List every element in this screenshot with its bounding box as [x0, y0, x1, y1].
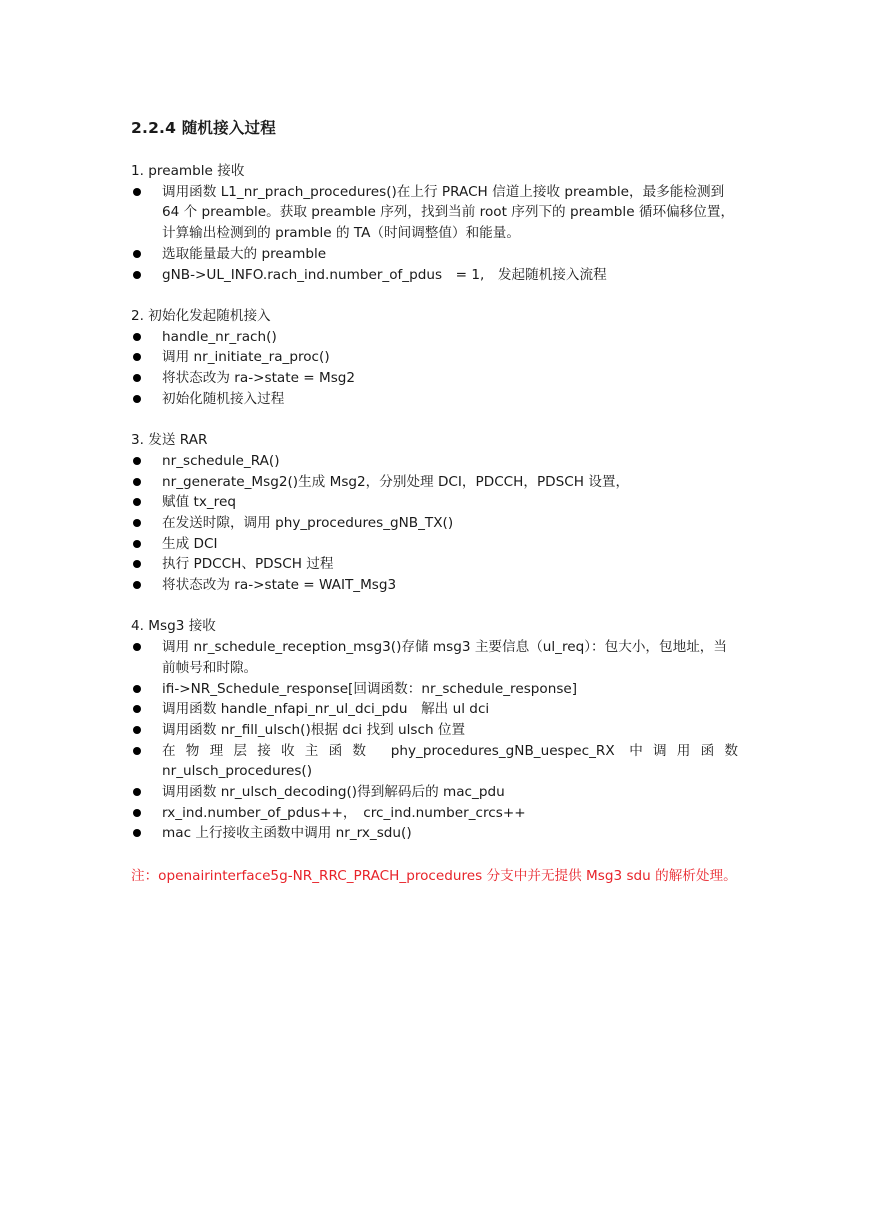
- list-item-text: 生成 DCI: [162, 535, 218, 552]
- list-item: [131, 679, 738, 700]
- bullet-icon: [133, 809, 141, 817]
- section-heading: 2.2.4 随机接入过程: [131, 119, 276, 137]
- list-item: [131, 782, 738, 803]
- section-title: 3. 发送 RAR: [131, 432, 208, 449]
- bullet-icon: [133, 250, 141, 258]
- bullet-list: [131, 637, 738, 844]
- bullet-icon: [133, 271, 141, 279]
- list-item: [131, 492, 738, 513]
- list-item: [131, 720, 738, 741]
- bullet-icon: [133, 643, 141, 651]
- bullet-icon: [133, 540, 141, 548]
- bullet-icon: [133, 457, 141, 465]
- list-item: [131, 472, 738, 493]
- list-item-text: nr_schedule_RA(): [162, 452, 280, 469]
- list-item-text: 调用函数 L1_nr_prach_procedures()在上行 PRACH 信道上接收 preamble，最多能检测到 64 个 preamble。获取 preamble 序列，找到当前 root 序列下的 preamble 循环偏移位置，计算输出检测到的 pramble 的 TA（时间调整值）和能量。: [162, 183, 735, 242]
- list-item-text: 调用 nr_initiate_ra_proc(): [162, 349, 330, 366]
- section-title: 2. 初始化发起随机接入: [131, 307, 271, 324]
- bullet-icon: [133, 478, 141, 486]
- list-item: [131, 244, 738, 265]
- bullet-icon: [133, 788, 141, 796]
- list-item-text: 调用函数 nr_ulsch_decoding()得到解码后的 mac_pdu: [162, 784, 505, 801]
- bullet-icon: [133, 333, 141, 341]
- list-item: [131, 265, 738, 286]
- list-item-text: 初始化随机接入过程: [162, 390, 285, 407]
- list-item: [131, 451, 738, 472]
- section-msg3-receive: [131, 616, 738, 844]
- list-item-text: 调用 nr_schedule_reception_msg3()存储 msg3 主要信息（ul_req）：包大小，包地址，当前帧号和时隙。: [162, 639, 727, 676]
- bullet-icon: [133, 188, 141, 196]
- bullet-list: [131, 182, 738, 286]
- bullet-icon: [133, 374, 141, 382]
- list-item: [131, 327, 738, 348]
- list-item: [131, 347, 738, 368]
- section-init-random-access: [131, 306, 738, 410]
- list-item: [131, 741, 738, 782]
- list-item-text: 调用函数 handle_nfapi_nr_ul_dci_pdu 解出 ul dci: [162, 701, 490, 718]
- bullet-icon: [133, 705, 141, 713]
- list-item: [131, 534, 738, 555]
- bullet-icon: [133, 395, 141, 403]
- bullet-icon: [133, 581, 141, 589]
- list-item: [131, 637, 738, 678]
- list-item: [131, 368, 738, 389]
- list-item: [131, 575, 738, 596]
- list-item: [131, 389, 738, 410]
- bullet-list: [131, 327, 738, 410]
- list-item-text: 将状态改为 ra->state = WAIT_Msg3: [162, 577, 397, 594]
- bullet-icon: [133, 560, 141, 568]
- bullet-icon: [133, 519, 141, 527]
- list-item-text: gNB->UL_INFO.rach_ind.number_of_pdus = 1, 发起随机接入流程: [162, 266, 607, 283]
- list-item-text: 在物理层接收主函数 phy_procedures_gNB_uespec_RX 中调用函数 nr_ulsch_procedures(): [162, 742, 738, 780]
- list-item: [131, 699, 738, 720]
- list-item-text: 选取能量最大的 preamble: [162, 245, 327, 262]
- list-item-text: handle_nr_rach(): [162, 328, 277, 345]
- section-preamble-receive: [131, 161, 738, 285]
- list-item: [131, 803, 738, 824]
- bullet-icon: [133, 829, 141, 837]
- list-item-text: 执行 PDCCH、PDSCH 过程: [162, 556, 334, 573]
- list-item-text: ifi->NR_Schedule_response[回调函数：nr_schedule_response]: [162, 680, 578, 697]
- list-item-text: 调用函数 nr_fill_ulsch()根据 dci 找到 ulsch 位置: [162, 721, 466, 738]
- bullet-list: [131, 451, 738, 596]
- document-body: [131, 161, 738, 865]
- list-item-text: 在发送时隙，调用 phy_procedures_gNB_TX(): [162, 514, 454, 531]
- red-note: 注：openairinterface5g-NR_RRC_PRACH_procedures 分支中并无提供 Msg3 sdu 的解析处理。: [131, 868, 737, 884]
- list-item: [131, 513, 738, 534]
- bullet-icon: [133, 498, 141, 506]
- list-item-text: rx_ind.number_of_pdus++， crc_ind.number_crcs++: [162, 804, 526, 821]
- bullet-icon: [133, 726, 141, 734]
- section-title: 4. Msg3 接收: [131, 618, 216, 635]
- list-item-text: nr_generate_Msg2()生成 Msg2，分别处理 DCI，PDCCH，PDSCH 设置，: [162, 473, 630, 490]
- section-send-rar: [131, 430, 738, 596]
- list-item: [131, 182, 738, 244]
- list-item: [131, 823, 738, 844]
- bullet-icon: [133, 747, 141, 755]
- list-item-text: mac 上行接收主函数中调用 nr_rx_sdu(): [162, 825, 412, 842]
- list-item: [131, 554, 738, 575]
- bullet-icon: [133, 353, 141, 361]
- bullet-icon: [133, 685, 141, 693]
- section-title: 1. preamble 接收: [131, 163, 245, 179]
- list-item-text: 将状态改为 ra->state = Msg2: [162, 370, 356, 387]
- list-item-text: 赋值 tx_req: [162, 494, 236, 511]
